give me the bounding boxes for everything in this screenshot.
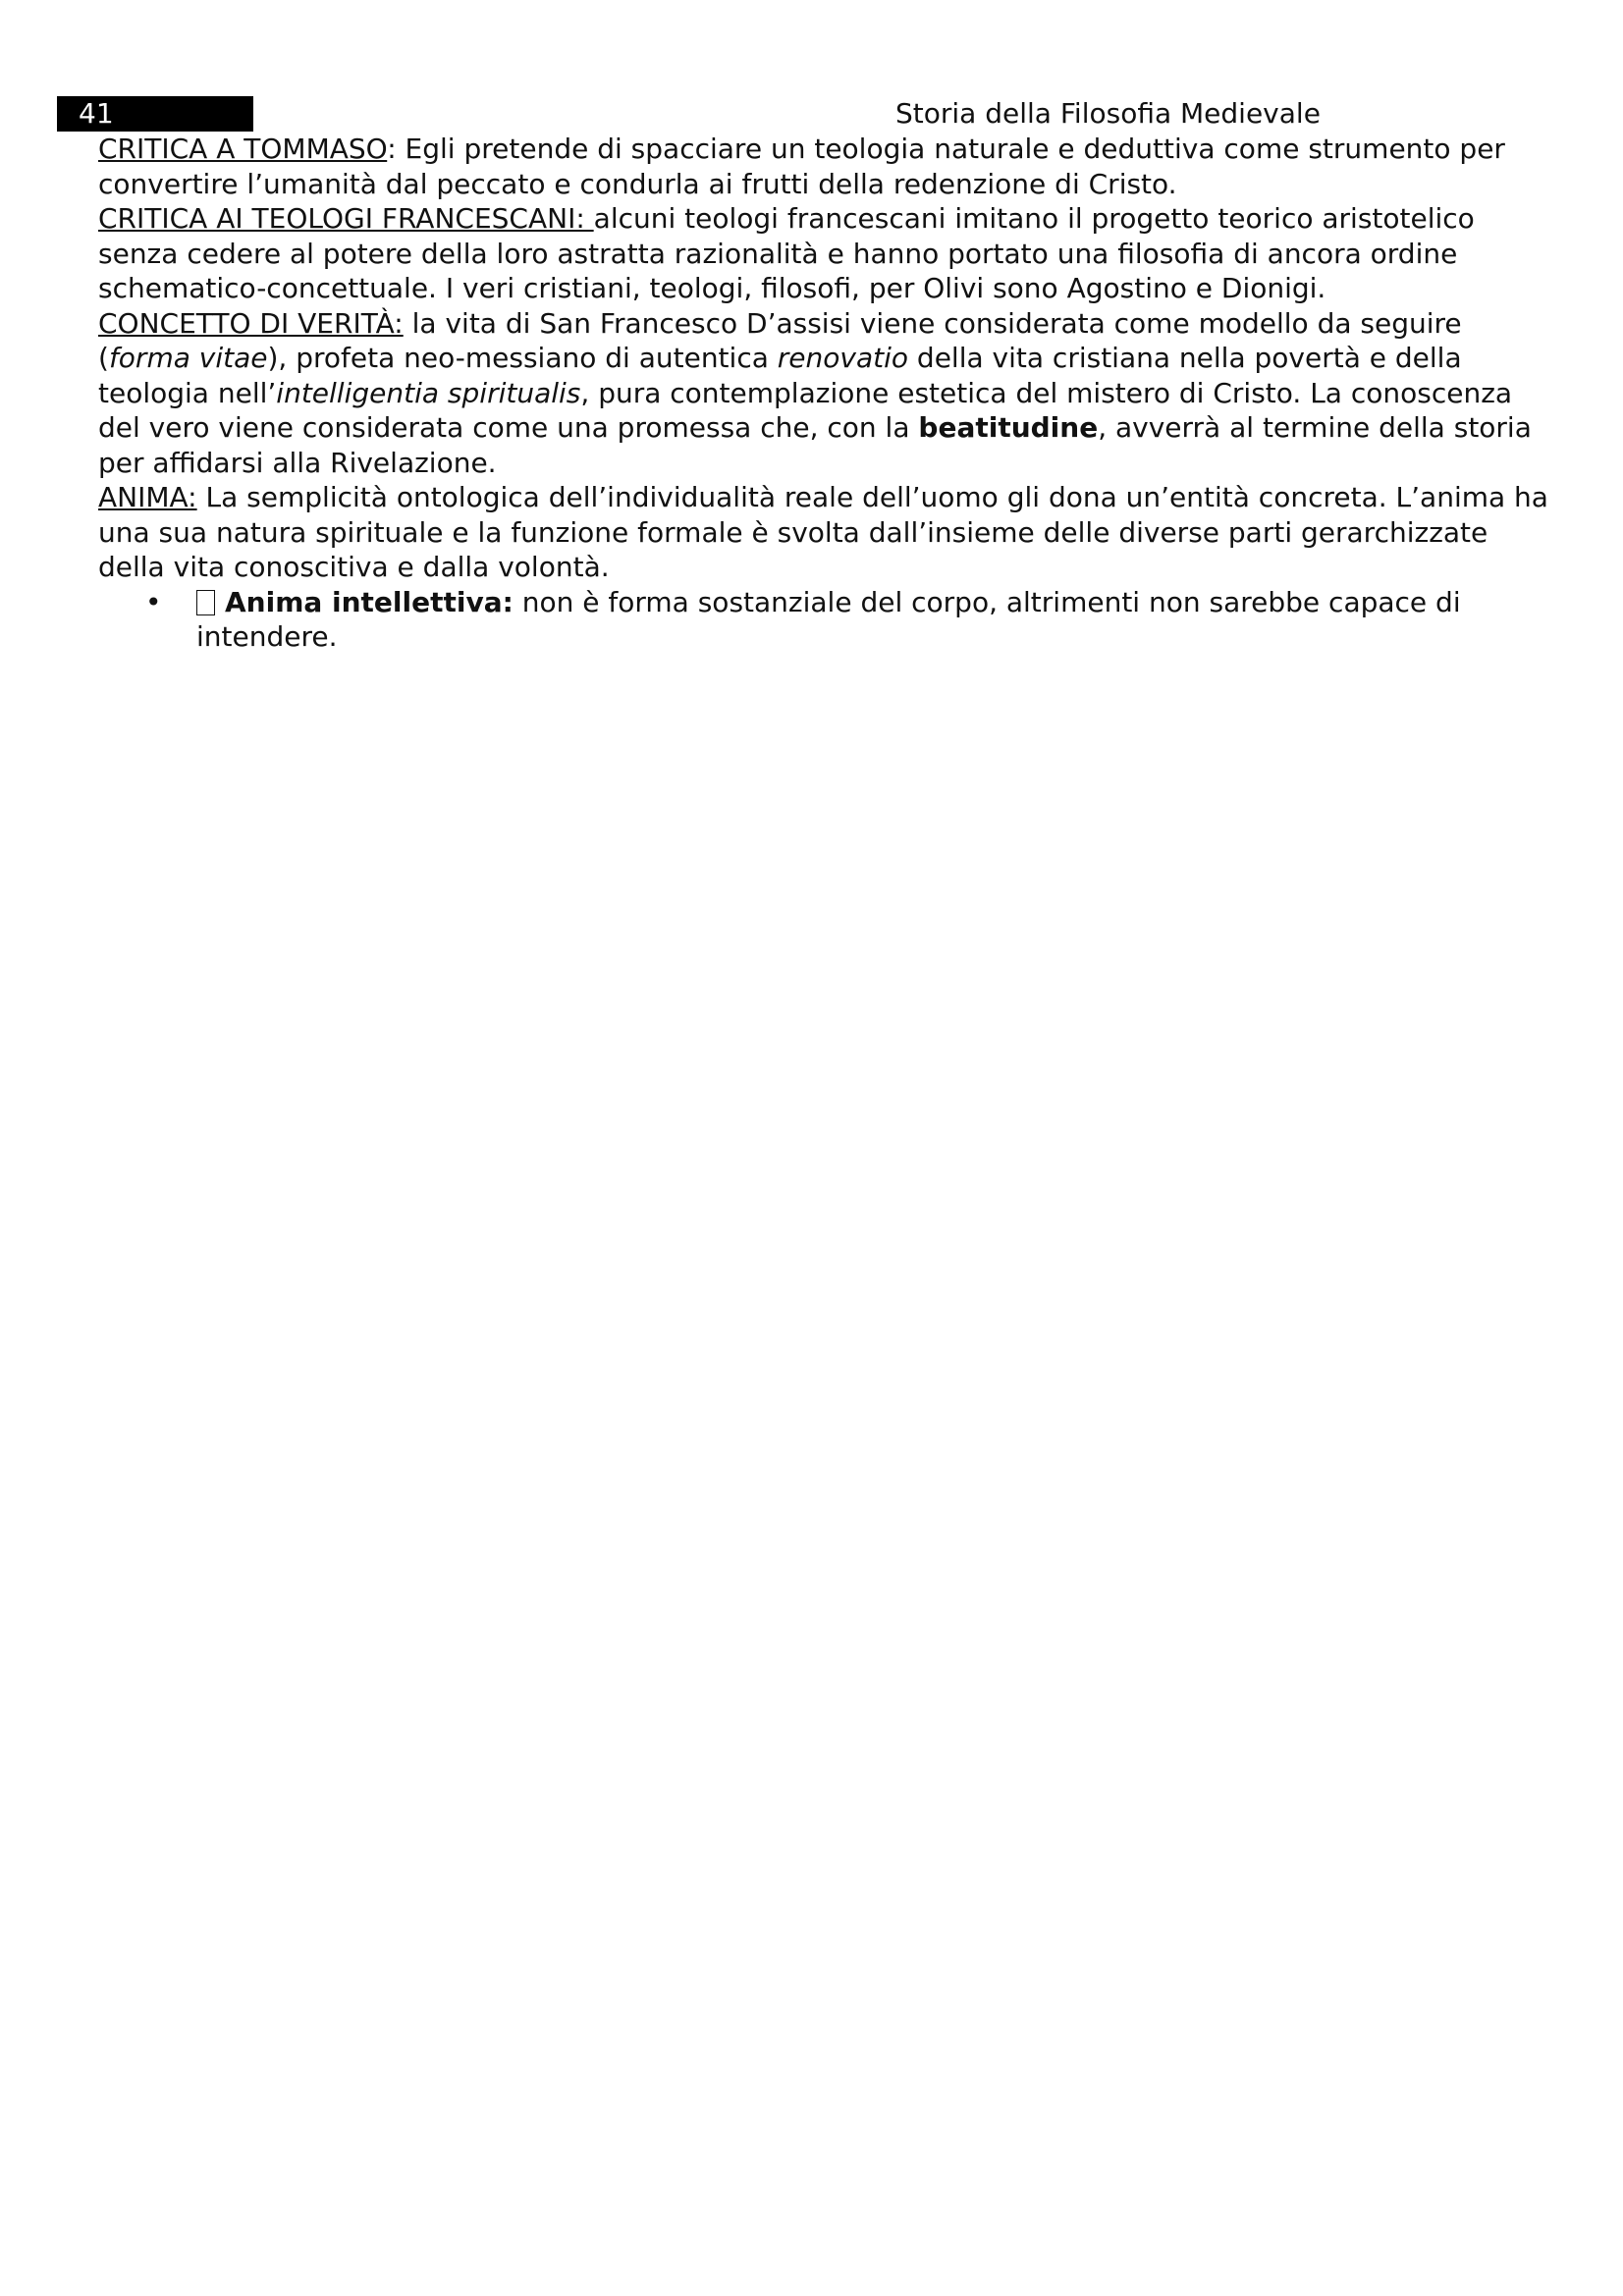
paragraph-concetto-verita bbox=[98, 306, 1551, 481]
text-verita-1: la vita di San Francesco D’assisi viene considerata come modello da seguire ( bbox=[98, 306, 1462, 374]
bullet-list bbox=[98, 585, 1551, 655]
bold-beatitudine: beatitudine bbox=[918, 411, 1099, 444]
paragraph-anima bbox=[98, 480, 1551, 585]
heading-concetto-verita: CONCETTO DI VERITÀ: bbox=[98, 306, 404, 340]
heading-critica-francescani: CRITICA AI TEOLOGI FRANCESCANI: bbox=[98, 202, 594, 235]
paragraph-critica-tommaso bbox=[98, 132, 1551, 201]
text-verita-3: della vita cristiana nella povertà e della teologia nell’ bbox=[98, 342, 1462, 409]
text-anima: La semplicità ontologica dell’individualità reale dell’uomo gli dona un’entità concreta. L’anima ha una sua natura spirituale e la funzione formale è svolta dall’insieme delle diverse parti gerarchizzate della vita conoscitiva e dalla volontà. bbox=[98, 481, 1548, 583]
document-body bbox=[98, 132, 1551, 655]
bullet-marker: • bbox=[145, 585, 162, 618]
missing-glyph-icon bbox=[196, 590, 215, 615]
italic-renovatio: renovatio bbox=[777, 342, 909, 374]
italic-forma-vitae: forma vitae bbox=[108, 342, 268, 374]
text-verita-2: ), profeta neo-messiano di autentica bbox=[267, 342, 778, 374]
text-verita-5: , avverrà al termine della storia per affidarsi alla Rivelazione. bbox=[98, 411, 1532, 479]
bullet-label: Anima intellettiva: bbox=[225, 585, 514, 618]
paragraph-critica-francescani bbox=[98, 201, 1551, 306]
heading-anima: ANIMA: bbox=[98, 481, 197, 513]
page-number-box bbox=[57, 96, 253, 132]
heading-critica-tommaso: CRITICA A TOMMASO bbox=[98, 133, 388, 165]
text-critica-francescani: alcuni teologi francescani imitano il progetto teorico aristotelico senza cedere al potere della loro astratta razionalità e hanno portato una filosofia di ancora ordine schematico-concettuale. I veri cristiani, teologi, filosofi, per Olivi sono Agostino e Dionigi. bbox=[98, 202, 1475, 304]
page-number: 41 bbox=[79, 97, 114, 130]
text-critica-tommaso: : Egli pretende di spacciare un teologia naturale e deduttiva come strumento per convertire l’umanità dal peccato e condurla ai frutti della redenzione di Cristo. bbox=[98, 133, 1505, 200]
text-verita-4: , pura contemplazione estetica del mistero di Cristo. La conoscenza del vero viene considerata come una promessa che, con la bbox=[98, 376, 1513, 444]
header-title: Storia della Filosofia Medievale bbox=[895, 97, 1321, 130]
list-item bbox=[98, 585, 1551, 655]
bullet-text: non è forma sostanziale del corpo, altrimenti non sarebbe capace di intendere. bbox=[196, 585, 1461, 653]
italic-intelligentia: intelligentia spiritualis bbox=[276, 376, 581, 409]
